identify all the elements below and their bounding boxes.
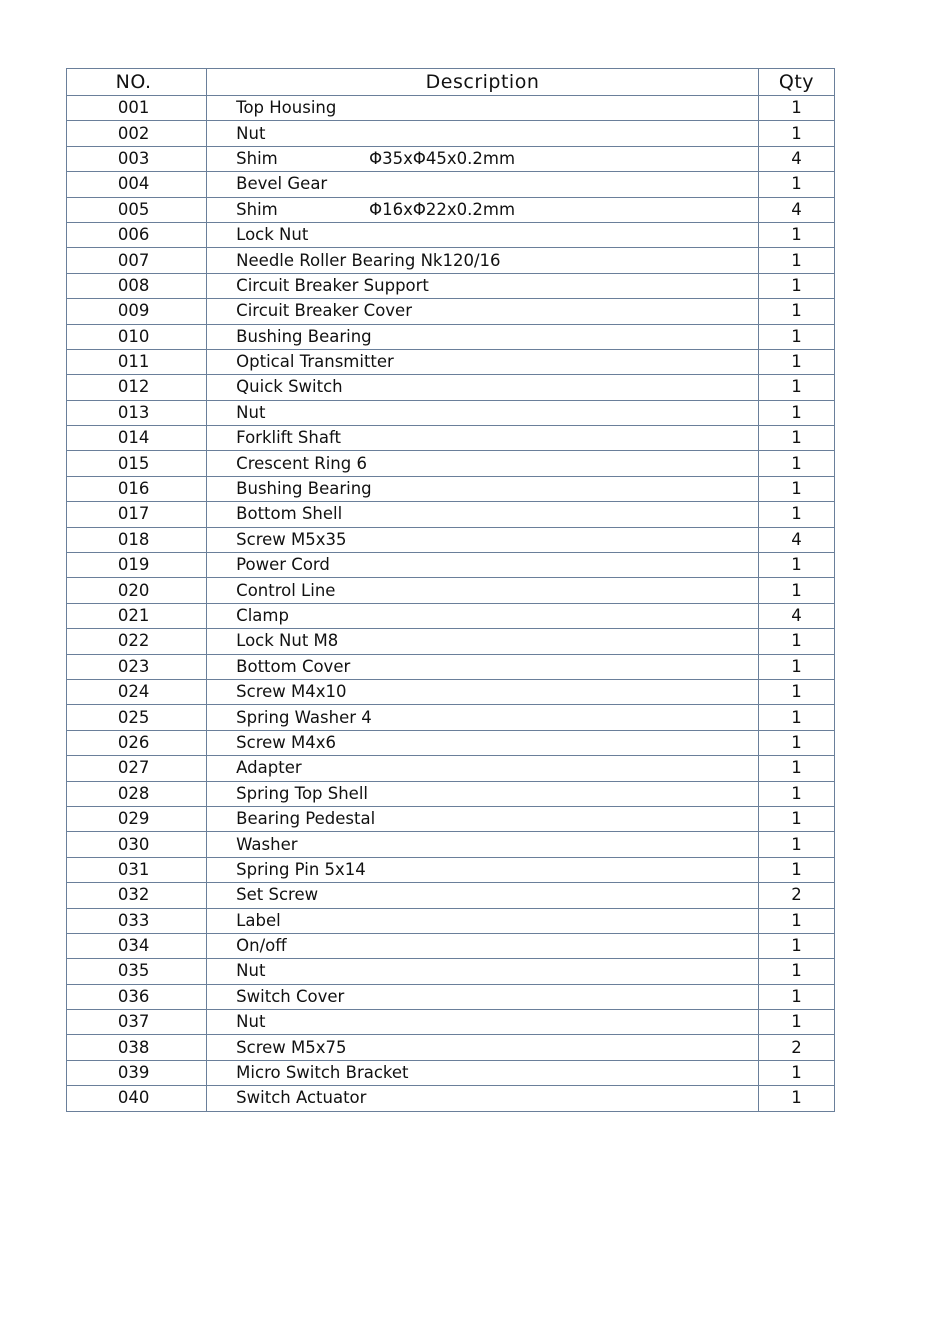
table-row [67, 629, 835, 654]
part-qty-cell: 1 [758, 1086, 834, 1111]
part-qty-cell: 4 [758, 603, 834, 628]
table-row [67, 197, 835, 222]
part-number-cell: 019 [67, 553, 207, 578]
part-description-cell [207, 96, 759, 121]
part-number-cell: 039 [67, 1060, 207, 1085]
part-number-cell: 006 [67, 222, 207, 247]
part-qty-cell: 1 [758, 730, 834, 755]
table-body [67, 96, 835, 1112]
part-description-cell [207, 679, 759, 704]
part-description-text: Adapter [236, 758, 302, 778]
table-row [67, 654, 835, 679]
part-description-text: Screw M4x6 [236, 732, 337, 752]
table-row [67, 857, 835, 882]
part-qty-cell: 1 [758, 400, 834, 425]
part-description-cell [207, 883, 759, 908]
part-description-cell [207, 654, 759, 679]
part-description-text: Nut [236, 1012, 266, 1032]
table-row [67, 1086, 835, 1111]
part-description-cell [207, 959, 759, 984]
part-number-cell: 036 [67, 984, 207, 1009]
part-description-text: Quick Switch [236, 377, 343, 397]
part-number-cell: 013 [67, 400, 207, 425]
part-qty-cell: 1 [758, 502, 834, 527]
part-qty-cell: 1 [758, 705, 834, 730]
part-number-cell: 018 [67, 527, 207, 552]
part-number-cell: 009 [67, 299, 207, 324]
header-row [67, 69, 835, 96]
part-qty-cell: 1 [758, 1010, 834, 1035]
part-qty-cell: 1 [758, 578, 834, 603]
part-spec-text: Φ35xΦ45x0.2mm [369, 148, 516, 168]
part-number-cell: 004 [67, 172, 207, 197]
table-row [67, 527, 835, 552]
part-description-cell [207, 527, 759, 552]
parts-list-table [66, 68, 835, 1112]
part-number-cell: 003 [67, 146, 207, 171]
table-row [67, 451, 835, 476]
table-row [67, 222, 835, 247]
part-description-text: Label [236, 910, 281, 930]
part-description-cell [207, 857, 759, 882]
part-description-cell [207, 222, 759, 247]
table-row [67, 476, 835, 501]
table-row [67, 96, 835, 121]
part-qty-cell: 1 [758, 806, 834, 831]
part-description-text: Spring Washer 4 [236, 707, 372, 727]
part-qty-cell: 1 [758, 959, 834, 984]
part-number-cell: 012 [67, 375, 207, 400]
part-description-cell [207, 553, 759, 578]
table-row [67, 730, 835, 755]
part-number-cell: 033 [67, 908, 207, 933]
table-row [67, 426, 835, 451]
part-number-cell: 032 [67, 883, 207, 908]
table-row [67, 349, 835, 374]
table-row [67, 400, 835, 425]
part-number-cell: 024 [67, 679, 207, 704]
part-qty-cell: 4 [758, 146, 834, 171]
table-row [67, 832, 835, 857]
part-description-cell [207, 1060, 759, 1085]
part-description-cell [207, 273, 759, 298]
part-description-text: Power Cord [236, 555, 330, 575]
header-qty: Qty [758, 69, 834, 96]
table-row [67, 248, 835, 273]
part-description-text: Clamp [236, 606, 289, 625]
part-description-text: Set Screw [236, 885, 319, 905]
part-number-cell: 020 [67, 578, 207, 603]
table-row [67, 578, 835, 603]
part-qty-cell: 1 [758, 375, 834, 400]
part-description-cell [207, 1035, 759, 1060]
part-qty-cell: 1 [758, 349, 834, 374]
table-row [67, 984, 835, 1009]
part-number-cell: 017 [67, 502, 207, 527]
part-qty-cell: 1 [758, 629, 834, 654]
part-number-cell: 022 [67, 629, 207, 654]
header-description: Description [207, 69, 759, 96]
part-qty-cell: 1 [758, 654, 834, 679]
part-spec-text: Φ16xΦ22x0.2mm [369, 199, 516, 219]
part-description-cell [207, 502, 759, 527]
table-row [67, 679, 835, 704]
part-qty-cell: 2 [758, 883, 834, 908]
part-number-cell: 026 [67, 730, 207, 755]
part-description-text: Bushing Bearing [236, 479, 372, 499]
part-qty-cell: 1 [758, 299, 834, 324]
part-description-cell [207, 1086, 759, 1111]
part-qty-cell: 4 [758, 527, 834, 552]
part-number-cell: 001 [67, 96, 207, 121]
part-description-cell [207, 933, 759, 958]
part-number-cell: 034 [67, 933, 207, 958]
part-qty-cell: 1 [758, 451, 834, 476]
part-number-cell: 035 [67, 959, 207, 984]
part-description-cell [207, 172, 759, 197]
part-description-cell [207, 730, 759, 755]
part-qty-cell: 1 [758, 553, 834, 578]
part-description-text: Nut [236, 402, 266, 422]
table-row [67, 172, 835, 197]
part-description-cell [207, 756, 759, 781]
table-row [67, 933, 835, 958]
table-row [67, 324, 835, 349]
part-description-text: Bottom Shell [236, 504, 343, 524]
part-qty-cell: 1 [758, 857, 834, 882]
part-number-cell: 008 [67, 273, 207, 298]
part-number-cell: 040 [67, 1086, 207, 1111]
part-qty-cell: 1 [758, 324, 834, 349]
table-row [67, 299, 835, 324]
part-number-cell: 030 [67, 832, 207, 857]
part-number-cell: 021 [67, 603, 207, 628]
part-number-cell: 037 [67, 1010, 207, 1035]
part-description-text: Washer [236, 834, 298, 854]
part-qty-cell: 1 [758, 756, 834, 781]
part-qty-cell: 4 [758, 197, 834, 222]
part-description-text: Micro Switch Bracket [236, 1063, 409, 1083]
part-number-cell: 016 [67, 476, 207, 501]
part-description-cell [207, 1010, 759, 1035]
table-row [67, 603, 835, 628]
part-description-text: Switch Cover [236, 986, 345, 1006]
part-description-text: Shim [236, 148, 278, 168]
part-description-text: Lock Nut [236, 225, 309, 245]
part-number-cell: 002 [67, 121, 207, 146]
part-description-cell [207, 476, 759, 501]
table-row [67, 756, 835, 781]
part-description-text: Nut [236, 123, 266, 143]
table-row [67, 502, 835, 527]
table-row [67, 806, 835, 831]
part-number-cell: 005 [67, 197, 207, 222]
part-description-cell [207, 197, 759, 222]
part-qty-cell: 1 [758, 933, 834, 958]
part-description-text: Needle Roller Bearing Nk120/16 [236, 250, 501, 270]
part-description-text: Bushing Bearing [236, 326, 372, 346]
part-description-cell [207, 578, 759, 603]
part-number-cell: 014 [67, 426, 207, 451]
table-row [67, 146, 835, 171]
part-description-cell [207, 400, 759, 425]
part-description-text: Bottom Cover [236, 656, 351, 676]
table-header [67, 69, 835, 96]
part-qty-cell: 1 [758, 679, 834, 704]
table-row [67, 908, 835, 933]
table-row [67, 553, 835, 578]
part-qty-cell: 2 [758, 1035, 834, 1060]
part-number-cell: 010 [67, 324, 207, 349]
part-description-cell [207, 908, 759, 933]
part-description-text: Forklift Shaft [236, 428, 341, 448]
table-row [67, 1035, 835, 1060]
part-number-cell: 038 [67, 1035, 207, 1060]
part-qty-cell: 1 [758, 96, 834, 121]
part-number-cell: 029 [67, 806, 207, 831]
part-description-cell [207, 299, 759, 324]
part-qty-cell: 1 [758, 781, 834, 806]
part-description-text: On/off [236, 936, 287, 956]
part-description-text: Screw M4x10 [236, 682, 347, 702]
table-row [67, 273, 835, 298]
part-qty-cell: 1 [758, 172, 834, 197]
part-description-text: Circuit Breaker Support [236, 275, 429, 295]
part-qty-cell: 1 [758, 476, 834, 501]
part-description-text: Bearing Pedestal [236, 809, 376, 829]
part-number-cell: 023 [67, 654, 207, 679]
part-description-cell [207, 349, 759, 374]
part-description-text: Spring Pin 5x14 [236, 859, 366, 879]
part-description-text: Screw M5x75 [236, 1037, 347, 1057]
part-number-cell: 027 [67, 756, 207, 781]
table-row [67, 121, 835, 146]
part-description-text: Switch Actuator [236, 1088, 367, 1108]
part-description-text: Crescent Ring 6 [236, 453, 367, 473]
part-qty-cell: 1 [758, 222, 834, 247]
part-qty-cell: 1 [758, 984, 834, 1009]
part-description-cell [207, 375, 759, 400]
table-row [67, 959, 835, 984]
part-description-cell [207, 451, 759, 476]
part-description-cell [207, 603, 759, 628]
part-qty-cell: 1 [758, 248, 834, 273]
part-description-cell [207, 248, 759, 273]
part-description-text: Screw M5x35 [236, 529, 347, 549]
part-number-cell: 011 [67, 349, 207, 374]
part-description-text: Optical Transmitter [236, 352, 394, 372]
table-row [67, 705, 835, 730]
part-number-cell: 015 [67, 451, 207, 476]
table-row [67, 883, 835, 908]
part-description-cell [207, 629, 759, 654]
table-row [67, 1060, 835, 1085]
part-qty-cell: 1 [758, 426, 834, 451]
part-description-cell [207, 705, 759, 730]
part-description-cell [207, 806, 759, 831]
part-description-cell [207, 781, 759, 806]
part-number-cell: 031 [67, 857, 207, 882]
table-row [67, 1010, 835, 1035]
part-number-cell: 007 [67, 248, 207, 273]
part-description-text: Control Line [236, 580, 336, 600]
part-number-cell: 028 [67, 781, 207, 806]
part-description-text: Top Housing [236, 98, 337, 118]
part-description-text: Bevel Gear [236, 174, 328, 194]
table-row [67, 375, 835, 400]
part-description-text: Shim [236, 199, 278, 219]
part-qty-cell: 1 [758, 832, 834, 857]
part-description-text: Circuit Breaker Cover [236, 301, 412, 321]
part-description-text: Spring Top Shell [236, 783, 369, 803]
part-description-cell [207, 146, 759, 171]
header-no: NO. [67, 69, 207, 96]
part-description-cell [207, 121, 759, 146]
part-description-cell [207, 832, 759, 857]
table-row [67, 781, 835, 806]
part-description-cell [207, 984, 759, 1009]
part-number-cell: 025 [67, 705, 207, 730]
part-description-cell [207, 324, 759, 349]
part-qty-cell: 1 [758, 121, 834, 146]
part-qty-cell: 1 [758, 1060, 834, 1085]
part-qty-cell: 1 [758, 908, 834, 933]
part-description-cell [207, 426, 759, 451]
part-description-text: Nut [236, 961, 266, 981]
part-description-text: Lock Nut M8 [236, 631, 339, 651]
part-qty-cell: 1 [758, 273, 834, 298]
